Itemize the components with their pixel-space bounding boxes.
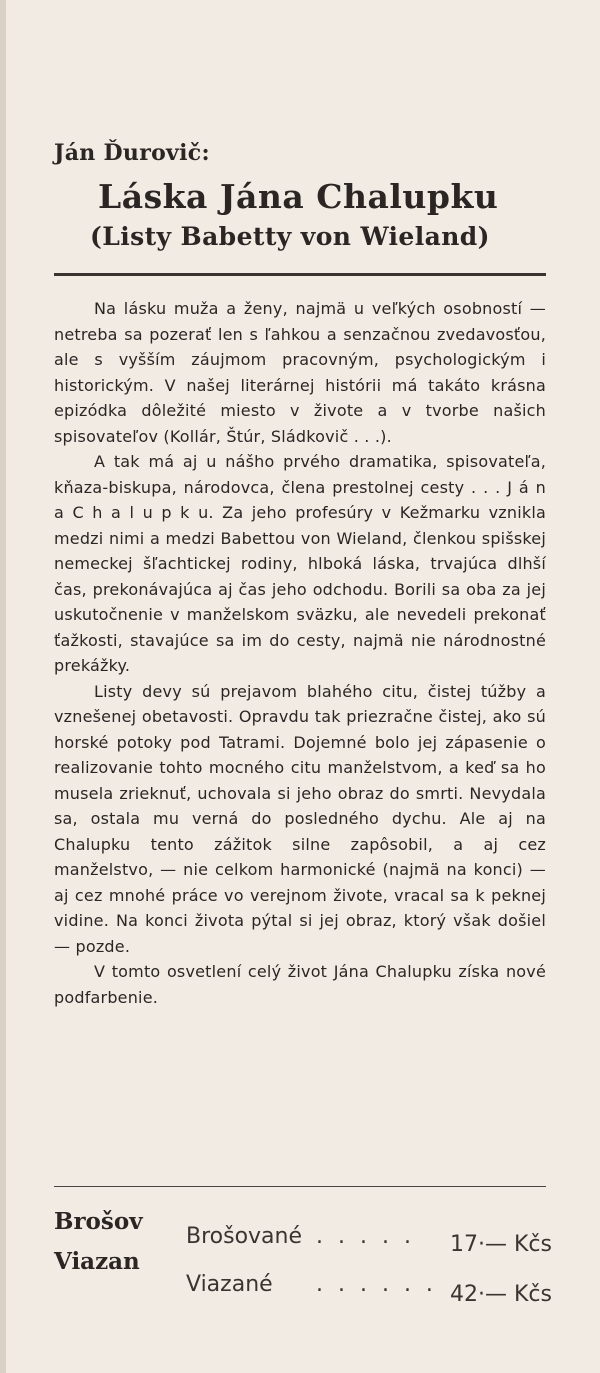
printed-label-brosov: Brošov	[54, 1208, 143, 1235]
paragraph-2: A tak má aj u nášho prvého dramatika, spisovateľa, kňaza-biskupa, národovca, člena prestolnej cesty . . . J á n a C h a l u p k u. Za jeho profesúry v Kežmarku vznikla medzi nimi a medzi Babettou von Wieland, členkou spišskej nemeckej šľachtickej rodiny, hlboká láska, trvajúca dlhší čas, prekonávajúca aj čas jeho odchodu. Borili sa oba za jej uskutočnenie v manželskom sväzku, ale nevedeli prekonať ťažkosti, stavajúce sa im do cesty, najmä nie národnostné prekážky.	[54, 452, 546, 675]
price-value: 42·— Kčs	[450, 1282, 552, 1307]
price-leader-dots: . . . . .	[316, 1224, 415, 1249]
price-section	[6, 1196, 600, 1366]
price-name: Viazané	[186, 1272, 273, 1297]
paragraph-3: Listy devy sú prejavom blahého citu, čistej túžby a vznešenej obetavosti. Opravdu tak priezračne čistej, ako sú horské potoky pod Tatrami. Dojemné bolo jej zápasenie o realizovanie tohto mocného citu manželstvom, a keď sa ho musela zrieknuť, uchovala si jeho obraz do smrti. Nevydala sa, ostala mu verná do posledného dychu. Ale aj na Chalupku tento zážitok silne zapôsobil, a aj cez manželstvo, — nie celkom harmonické (najmä na konci) — aj cez mnohé práce vo verejnom živote, vracal sa k peknej vidine. Na konci života pýtal si jej obraz, ktorý však došiel — pozde.	[54, 681, 546, 956]
book-title: Láska Jána Chalupku	[98, 177, 499, 216]
title-divider	[54, 273, 546, 276]
price-name: Brošované	[186, 1224, 303, 1249]
price-leader-dots: . . . . . .	[316, 1272, 437, 1297]
book-subtitle: (Listy Babetty von Wieland)	[90, 222, 490, 251]
printed-label-viazan: Viazan	[54, 1248, 140, 1275]
description-text	[54, 296, 546, 1010]
paragraph-4: V tomto osvetlení celý život Jána Chalupku získa nové podfarbenie.	[54, 962, 546, 1007]
author-name: Ján Ďurovič:	[54, 140, 210, 166]
paragraph-1: Na lásku muža a ženy, najmä u veľkých osobností — netreba sa pozerať len s ľahkou a senzačnou zvedavosťou, ale s vyšším záujmom pracovným, psychologickým i historickým. V našej literárnej histórii má takáto krásna epizódka dôležité miesto v živote a v tvorbe našich spisovateľov (Kollár, Štúr, Sládkovič . . .).	[54, 299, 546, 446]
price-divider	[54, 1186, 546, 1187]
price-value: 17·— Kčs	[450, 1232, 552, 1257]
